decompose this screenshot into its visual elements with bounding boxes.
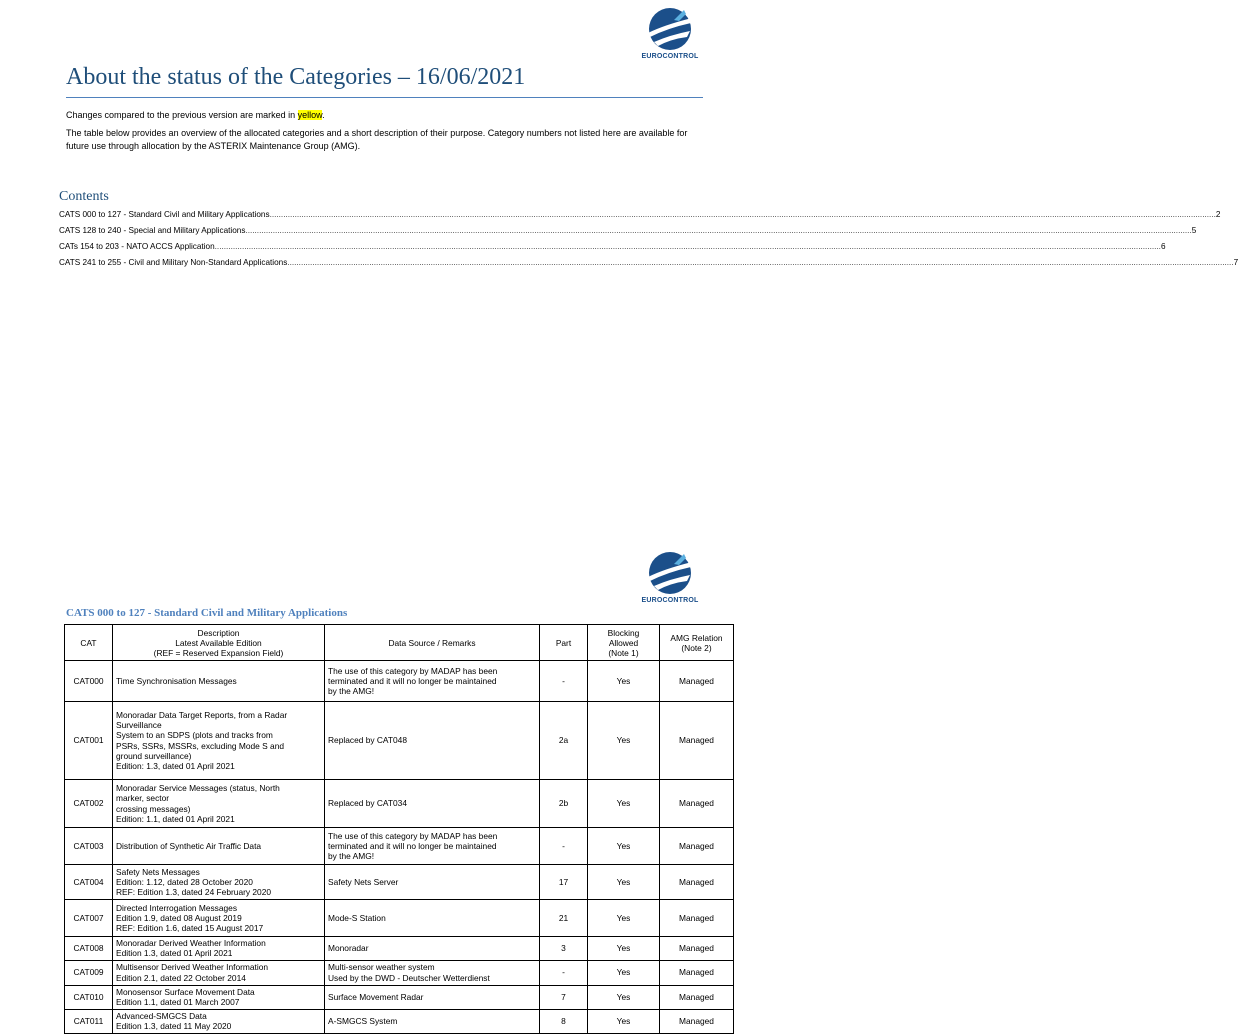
cell-cat: CAT008 <box>65 937 113 961</box>
cell-blocking: Yes <box>588 937 660 961</box>
cell-source <box>325 937 540 961</box>
cell-source <box>325 702 540 780</box>
cell-blocking: Yes <box>588 661 660 702</box>
changes-note-suffix: . <box>322 110 325 120</box>
cell-line: The use of this category by MADAP has been <box>328 830 498 841</box>
cell-amg: Managed <box>660 661 734 702</box>
cell-line: Edition: 1.3, dated 01 April 2021 <box>116 761 235 772</box>
cell-source <box>325 661 540 702</box>
cell-line: Advanced-SMGCS Data <box>116 1010 207 1021</box>
table-row <box>65 985 734 1009</box>
eurocontrol-wordmark: EUROCONTROL <box>641 597 699 604</box>
eurocontrol-emblem-icon <box>644 550 696 596</box>
changes-note <box>66 109 706 122</box>
cell-cat: CAT000 <box>65 661 113 702</box>
cell-cat: CAT011 <box>65 1009 113 1033</box>
cell-source <box>325 780 540 828</box>
cell-amg: Managed <box>660 985 734 1009</box>
table-row <box>65 960 734 985</box>
cell-line: Surveillance <box>116 719 162 730</box>
table-row <box>65 1009 734 1033</box>
cell-amg: Managed <box>660 937 734 961</box>
cell-part: 8 <box>540 1009 588 1033</box>
cell-line: System to an SDPS (plots and tracks from <box>116 730 273 741</box>
cell-amg: Managed <box>660 828 734 865</box>
cell-line: by the AMG! <box>328 686 375 697</box>
table-row <box>65 900 734 937</box>
cell-part: 2a <box>540 702 588 780</box>
cell-description <box>113 985 325 1009</box>
categories-table <box>64 624 734 1034</box>
column-header-part: Part <box>540 625 588 661</box>
cell-line: Mode-S Station <box>328 912 386 923</box>
table-row <box>65 661 734 702</box>
cell-cat: CAT002 <box>65 780 113 828</box>
toc-entry[interactable] <box>59 239 1166 255</box>
column-header-description: Description Latest Available Edition (REF = Reserved Expansion Field) <box>113 625 325 661</box>
cell-line: Replaced by CAT034 <box>328 798 407 809</box>
cell-blocking: Yes <box>588 828 660 865</box>
cell-description <box>113 960 325 985</box>
table-row <box>65 702 734 780</box>
cell-line: PSRs, SSRs, MSSRs, excluding Mode S and <box>116 740 285 751</box>
toc-leader <box>270 207 1216 223</box>
cell-blocking: Yes <box>588 900 660 937</box>
cell-line: Multisensor Derived Weather Information <box>116 962 269 973</box>
page-title: About the status of the Categories – 16/06/2021 <box>66 64 526 90</box>
table-body <box>65 661 734 1034</box>
cell-line: Edition 1.1, dated 01 March 2007 <box>116 997 240 1008</box>
cell-line: Directed Interrogation Messages <box>116 902 238 913</box>
table-row <box>65 865 734 900</box>
cell-line: Monoradar Derived Weather Information <box>116 938 266 948</box>
cell-line: terminated and it will no longer be maintained <box>328 675 497 686</box>
column-header-blocking: Blocking Allowed (Note 1) <box>588 625 660 661</box>
cell-line: Safety Nets Server <box>328 876 399 887</box>
eurocontrol-emblem-icon <box>644 6 696 52</box>
cell-line: by the AMG! <box>328 851 375 862</box>
cell-line: Monoradar <box>328 943 369 954</box>
cell-line: Monoradar Data Target Reports, from a Radar <box>116 709 288 720</box>
changes-note-prefix: Changes compared to the previous version are marked in <box>66 110 298 120</box>
cell-cat: CAT004 <box>65 865 113 900</box>
toc-entry-label: CATS 241 to 255 - Civil and Military Non-Standard Applications <box>59 258 288 267</box>
cell-amg: Managed <box>660 900 734 937</box>
contents-heading: Contents <box>59 189 109 204</box>
cell-amg: Managed <box>660 702 734 780</box>
overview-paragraph: The table below provides an overview of the allocated categories and a short description of their purpose. Category numbers not listed here are available for future use through allocation by the ASTERIX Maintenance Group (AMG). <box>66 128 688 151</box>
cell-line: Multi-sensor weather system <box>328 962 435 973</box>
cell-part: 3 <box>540 937 588 961</box>
cell-description <box>113 702 325 780</box>
cell-line: crossing messages) <box>116 803 191 814</box>
cell-line: Edition: 1.1, dated 01 April 2021 <box>116 813 235 824</box>
cell-description <box>113 780 325 828</box>
cell-amg: Managed <box>660 1009 734 1033</box>
cell-line: Monosensor Surface Movement Data <box>116 986 255 997</box>
cell-blocking: Yes <box>588 780 660 828</box>
cell-line: Surface Movement Radar <box>328 991 424 1002</box>
column-header-cat: CAT <box>65 625 113 661</box>
column-header-source: Data Source / Remarks <box>325 625 540 661</box>
eurocontrol-logo <box>638 6 702 60</box>
cell-line: REF: Edition 1.6, dated 15 August 2017 <box>116 923 264 934</box>
cell-line: Edition: 1.12, dated 28 October 2020 <box>116 876 253 887</box>
cell-part: 17 <box>540 865 588 900</box>
cell-part: 7 <box>540 985 588 1009</box>
cell-part: 2b <box>540 780 588 828</box>
cell-amg: Managed <box>660 780 734 828</box>
toc-leader <box>215 239 1161 255</box>
eurocontrol-logo <box>638 550 702 604</box>
cell-description <box>113 937 325 961</box>
toc-entry-page: 6 <box>1160 242 1166 251</box>
cell-line: Used by the DWD - Deutscher Wetterdienst <box>328 972 490 983</box>
toc-entry-label: CATs 154 to 203 - NATO ACCS Application <box>59 242 215 251</box>
cell-line: Edition 1.9, dated 08 August 2019 <box>116 912 242 923</box>
cell-line: Edition 2.1, dated 22 October 2014 <box>116 972 246 983</box>
section-heading: CATS 000 to 127 - Standard Civil and Military Applications <box>66 607 348 619</box>
cell-line: terminated and it will no longer be maintained <box>328 840 497 851</box>
table-row <box>65 828 734 865</box>
cell-cat: CAT009 <box>65 960 113 985</box>
cell-part: 21 <box>540 900 588 937</box>
cell-line: REF: Edition 1.3, dated 24 February 2020 <box>116 887 272 898</box>
cell-blocking: Yes <box>588 865 660 900</box>
cell-blocking: Yes <box>588 960 660 985</box>
cell-cat: CAT001 <box>65 702 113 780</box>
toc-entry[interactable] <box>59 255 1238 271</box>
cell-line: Edition 1.3, dated 01 April 2021 <box>116 948 233 959</box>
cell-line: Time Synchronisation Messages <box>116 675 237 686</box>
cell-description <box>113 865 325 900</box>
title-divider <box>66 97 703 98</box>
cell-source <box>325 865 540 900</box>
toc-leader <box>245 223 1191 239</box>
toc-entry[interactable] <box>59 207 1221 223</box>
cell-source <box>325 900 540 937</box>
cell-description <box>113 828 325 865</box>
cell-line: ground surveillance) <box>116 750 192 761</box>
cell-line: Edition 1.3, dated 11 May 2020 <box>116 1021 232 1032</box>
cell-amg: Managed <box>660 865 734 900</box>
cell-part: - <box>540 661 588 702</box>
cell-blocking: Yes <box>588 702 660 780</box>
cell-amg: Managed <box>660 960 734 985</box>
cell-part: - <box>540 828 588 865</box>
table-of-contents <box>59 207 1238 271</box>
toc-entry-page: 2 <box>1215 210 1221 219</box>
cell-line: marker, sector <box>116 793 170 804</box>
cell-line: A-SMGCS System <box>328 1015 398 1026</box>
table-header-row <box>65 625 734 661</box>
cell-description <box>113 900 325 937</box>
cell-line: Distribution of Synthetic Air Traffic Data <box>116 840 262 851</box>
cell-description <box>113 661 325 702</box>
toc-entry-label: CATS 000 to 127 - Standard Civil and Military Applications <box>59 210 270 219</box>
cell-source <box>325 1009 540 1033</box>
cell-line: The use of this category by MADAP has been <box>328 665 498 676</box>
cell-line: Safety Nets Messages <box>116 866 200 877</box>
cell-source <box>325 960 540 985</box>
cell-source <box>325 828 540 865</box>
toc-leader <box>287 255 1233 271</box>
cell-part: - <box>540 960 588 985</box>
toc-entry-page: 7 <box>1233 258 1238 267</box>
cell-line: Monoradar Service Messages (status, North <box>116 782 280 793</box>
cell-description <box>113 1009 325 1033</box>
column-header-amg: AMG Relation (Note 2) <box>660 625 734 661</box>
toc-entry[interactable] <box>59 223 1197 239</box>
toc-entry-page: 5 <box>1191 226 1197 235</box>
cell-blocking: Yes <box>588 985 660 1009</box>
eurocontrol-wordmark: EUROCONTROL <box>641 53 699 60</box>
cell-cat: CAT007 <box>65 900 113 937</box>
cell-line: Replaced by CAT048 <box>328 735 407 746</box>
toc-entry-label: CATS 128 to 240 - Special and Military Applications <box>59 226 246 235</box>
cell-cat: CAT010 <box>65 985 113 1009</box>
cell-cat: CAT003 <box>65 828 113 865</box>
cell-blocking: Yes <box>588 1009 660 1033</box>
table-row <box>65 937 734 961</box>
table-row <box>65 780 734 828</box>
changes-highlight: yellow <box>297 110 323 120</box>
cell-source <box>325 985 540 1009</box>
